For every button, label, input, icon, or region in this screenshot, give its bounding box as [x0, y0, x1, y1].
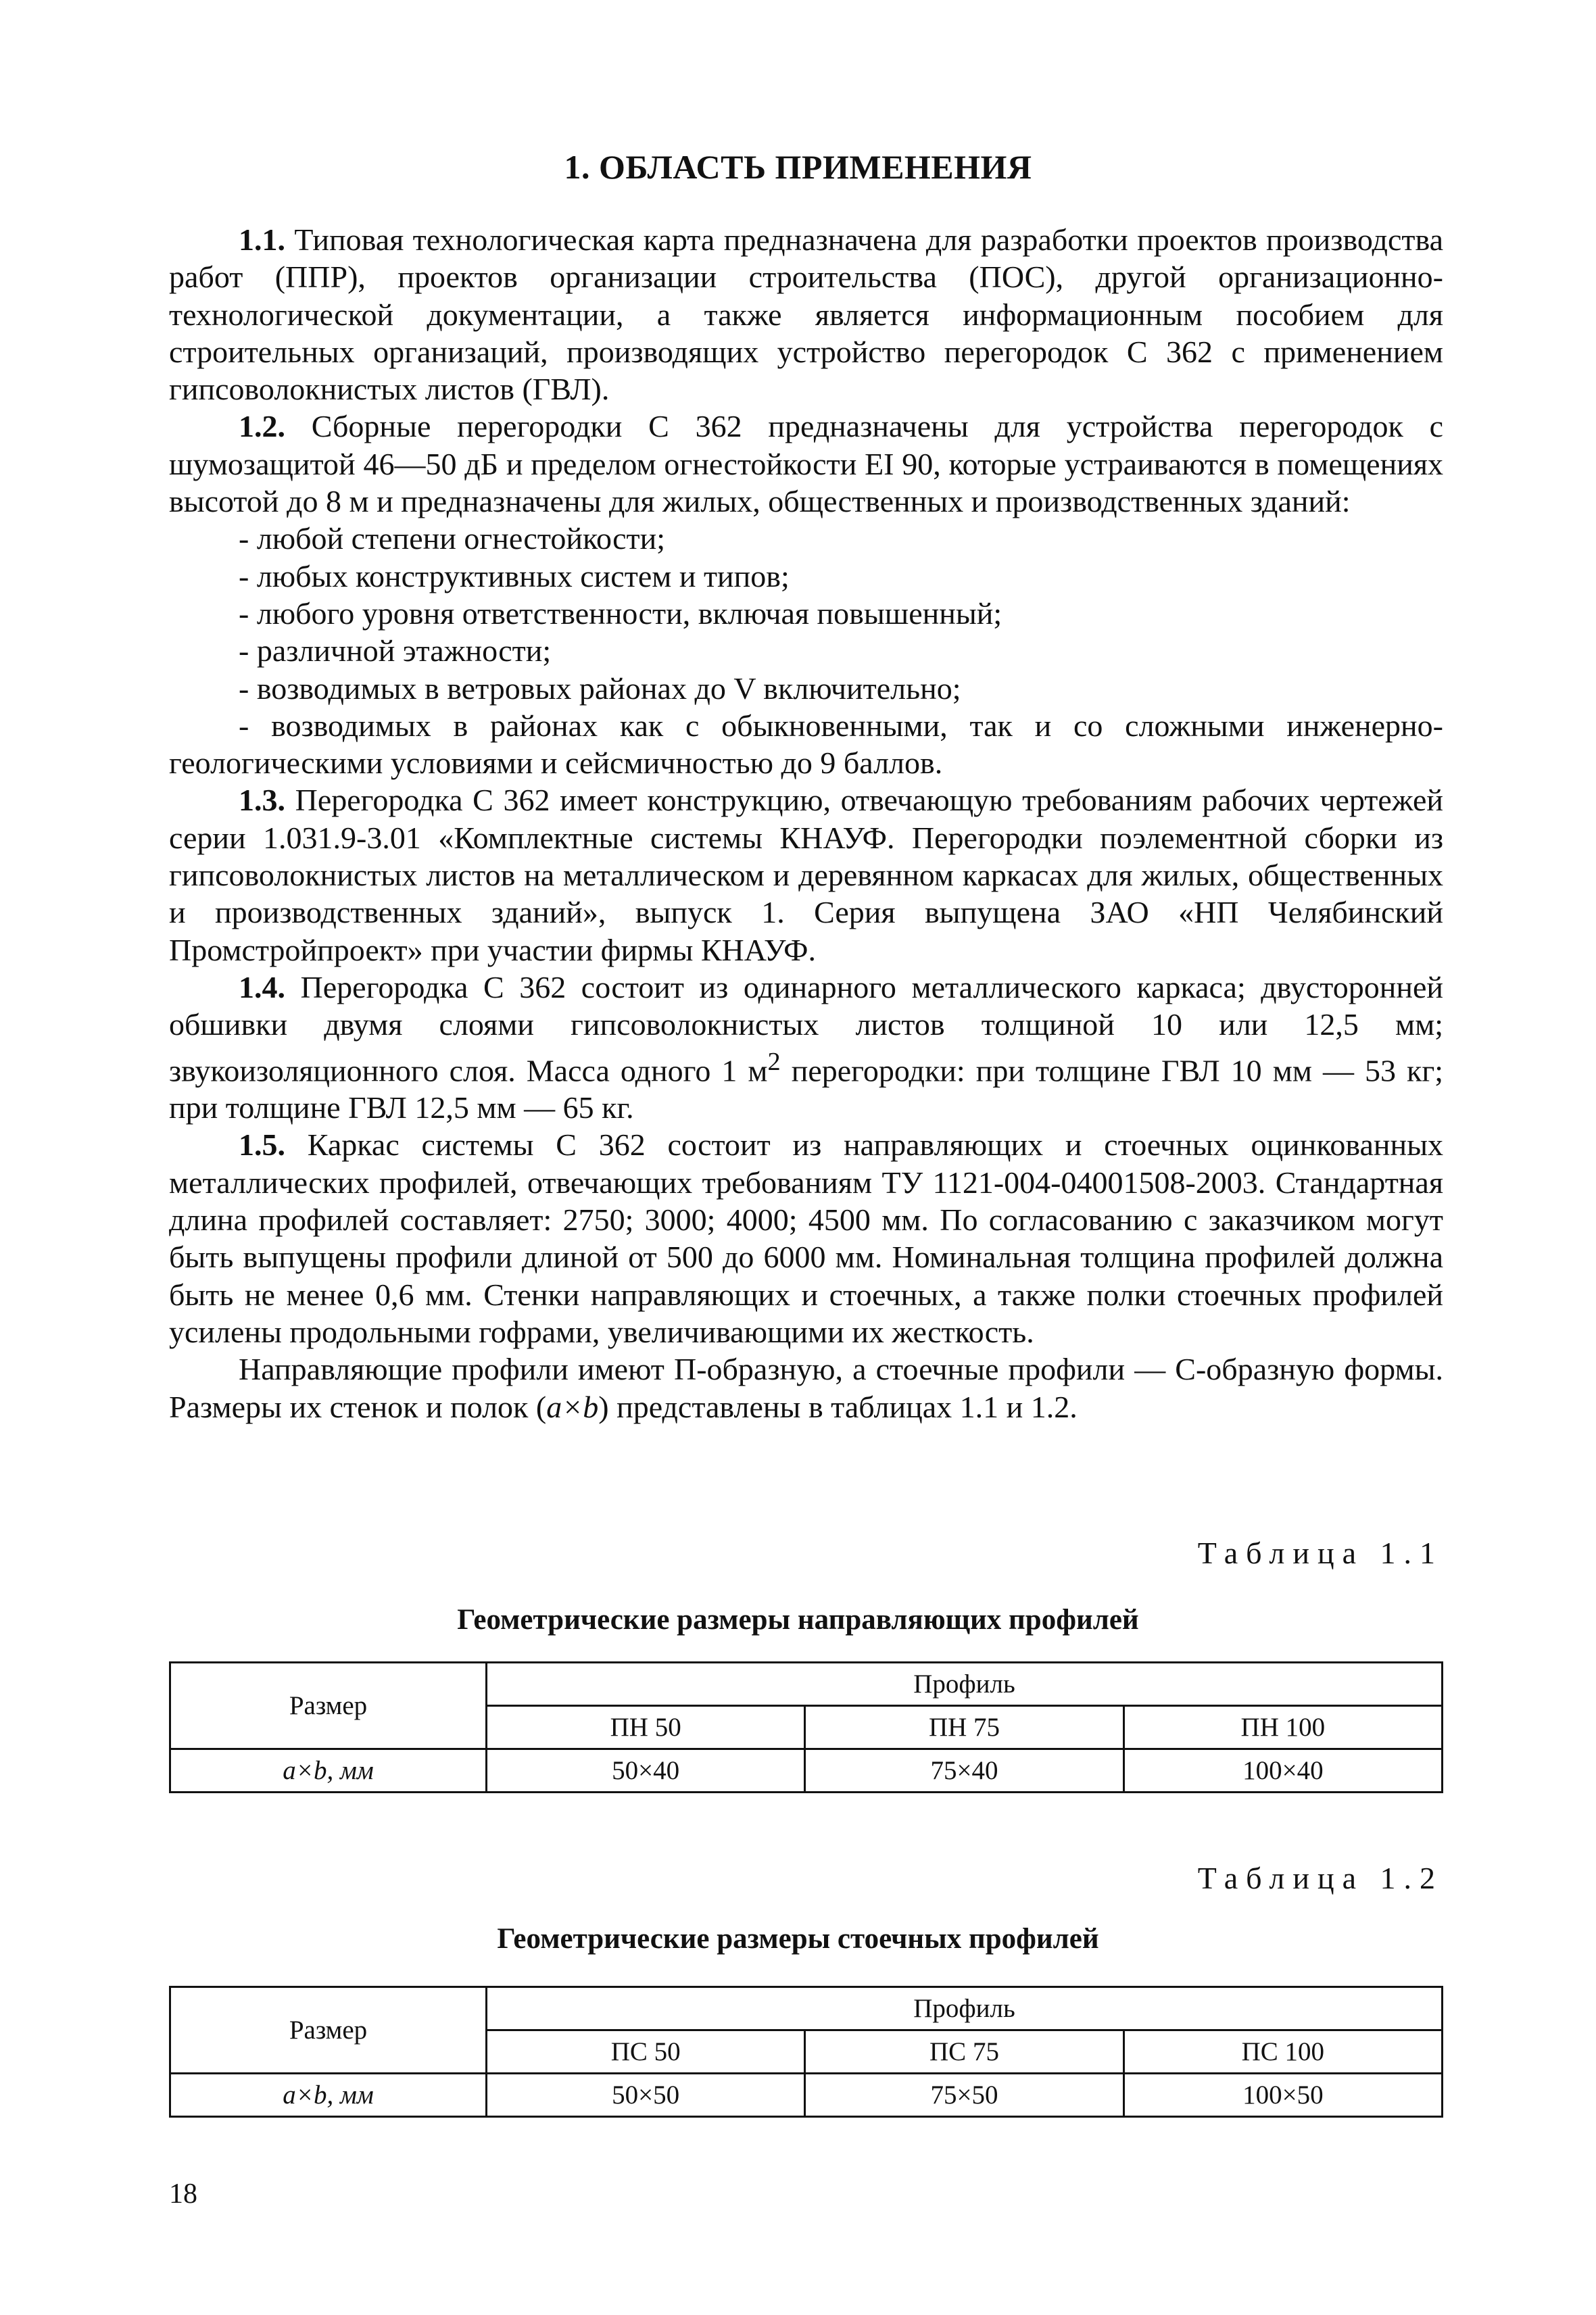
- paragraph-number: 1.2.: [239, 409, 285, 444]
- table-header-profile: Профиль: [487, 1663, 1443, 1706]
- table-cell: 100×50: [1123, 2074, 1442, 2117]
- paragraph-text-continued: ) представлены в таблицах 1.1 и 1.2.: [598, 1389, 1078, 1424]
- table-column-header: ПН 75: [805, 1706, 1123, 1749]
- table-1-2-caption: Таблица 1.2: [1197, 1861, 1443, 1895]
- table-row: [170, 1749, 1443, 1793]
- section-title: 1. ОБЛАСТЬ ПРИМЕНЕНИЯ: [564, 148, 1032, 186]
- table-row-label: a×b, мм: [170, 2074, 487, 2117]
- table-1-2-title: Геометрические размеры стоечных профилей: [497, 1923, 1099, 1955]
- table-row-label: a×b, мм: [170, 1749, 487, 1793]
- table-1-1-title: Геометрические размеры направляющих профилей: [457, 1604, 1139, 1636]
- table-1-1-caption: Таблица 1.1: [1197, 1536, 1443, 1570]
- list-item: - возводимых в ветровых районах до V включительно;: [239, 671, 961, 706]
- paragraph-number: 1.1.: [239, 222, 285, 257]
- list-item: - различной этажности;: [239, 633, 552, 668]
- paragraph-text: Типовая технологическая карта предназначена для разработки проектов производства работ (ППР), проектов организации строительства (ПОС), другой организационно-технологической документации, а также является информационным пособием для строительных организаций, производящих устройство перегородок С 362 с применением гипсоволокнистых листов (ГВЛ).: [169, 222, 1443, 407]
- paragraph-text: Перегородка С 362 имеет конструкцию, отвечающую требованиям рабочих чертежей серии 1.031.9-3.01 «Комплектные системы КНАУФ. Перегородки поэлементной сборки из гипсоволокнистых листов на металлическом и деревянном каркасах для жилых, общественных и производственных зданий», выпуск 1. Серия выпущена ЗАО «НП Челябинский Промстройпроект» при участии фирмы КНАУФ.: [169, 783, 1443, 967]
- paragraph-text: Перегородка С 362 состоит из одинарного металлического каркаса; двусторонней обшивки двумя слоями гипсоволокнистых листов толщиной 10 или 12,5 мм; звукоизоляционного слоя. Масса одного 1 м: [169, 969, 1443, 1088]
- table-header-size: Размер: [170, 1663, 487, 1749]
- list-item: - любых конструктивных систем и типов;: [239, 558, 790, 593]
- table-cell: 75×50: [805, 2074, 1123, 2117]
- list-item: - любого уровня ответственности, включая повышенный;: [239, 595, 1002, 631]
- paragraph-number: 1.3.: [239, 783, 285, 818]
- table-column-header: ПС 50: [487, 2030, 805, 2074]
- table-1-1: [169, 1661, 1443, 1793]
- paragraph-number: 1.5.: [239, 1127, 285, 1163]
- table-column-header: ПН 50: [487, 1706, 805, 1749]
- table-column-header: ПН 100: [1123, 1706, 1442, 1749]
- paragraph-number: 1.4.: [239, 969, 285, 1004]
- dimension-notation: a×b: [546, 1389, 599, 1424]
- page-number: 18: [169, 2178, 197, 2210]
- paragraph-text: Каркас системы С 362 состоит из направляющих и стоечных оцинкованных металлических профилей, отвечающих требованиям ТУ 1121-004-04001508-2003. Стандартная длина профилей составляет: 2750; 3000; 4000; 4500 мм. По согласованию с заказчиком могут быть выпущены профили длиной от 500 до 6000 мм. Номинальная толщина профилей должна быть не менее 0,6 мм. Стенки направляющих и стоечных, а также полки стоечных профилей усилены продольными гофрами, увеличивающими их жесткость.: [169, 1127, 1443, 1349]
- table-cell: 50×40: [487, 1749, 805, 1793]
- paragraph-text: Сборные перегородки С 362 предназначены для устройства перегородок с шумозащитой 46—50 дБ и пределом огнестойкости EI 90, которые устраиваются в помещениях высотой до 8 м и предназначены для жилых, общественных и производственных зданий:: [169, 409, 1443, 519]
- paragraph-text: Направляющие профили имеют П-образную, а стоечные профили — С-образную формы. Размеры их стенок и полок (: [169, 1352, 1443, 1424]
- paragraph-1-4: [169, 969, 1443, 1127]
- table-header-profile: Профиль: [487, 1987, 1443, 2030]
- list-item: - любой степени огнестойкости;: [239, 521, 666, 556]
- table-column-header: ПС 100: [1123, 2030, 1442, 2074]
- paragraph-1-2: [169, 408, 1443, 520]
- table-row: [170, 2074, 1443, 2117]
- table-cell: 50×50: [487, 2074, 805, 2117]
- table-1-2: [169, 1986, 1443, 2118]
- paragraph-profiles: [169, 1350, 1443, 1425]
- body-text: [169, 221, 1443, 1425]
- paragraph-1-5: [169, 1126, 1443, 1350]
- table-column-header: ПС 75: [805, 2030, 1123, 2074]
- table-header-size: Размер: [170, 1987, 487, 2074]
- table-cell: 100×40: [1123, 1749, 1442, 1793]
- paragraph-text-continued: перегородки: при толщине ГВЛ 10 мм — 53 кг; при толщине ГВЛ 12,5 мм — 65 кг.: [169, 1052, 1443, 1125]
- table-cell: 75×40: [805, 1749, 1123, 1793]
- paragraph-1-3: [169, 781, 1443, 968]
- superscript: 2: [767, 1047, 781, 1076]
- paragraph-1-1: [169, 221, 1443, 408]
- list-item: - возводимых в районах как с обыкновенными, так и со сложными инженерно-геологическими условиями и сейсмичностью до 9 баллов.: [169, 708, 1443, 781]
